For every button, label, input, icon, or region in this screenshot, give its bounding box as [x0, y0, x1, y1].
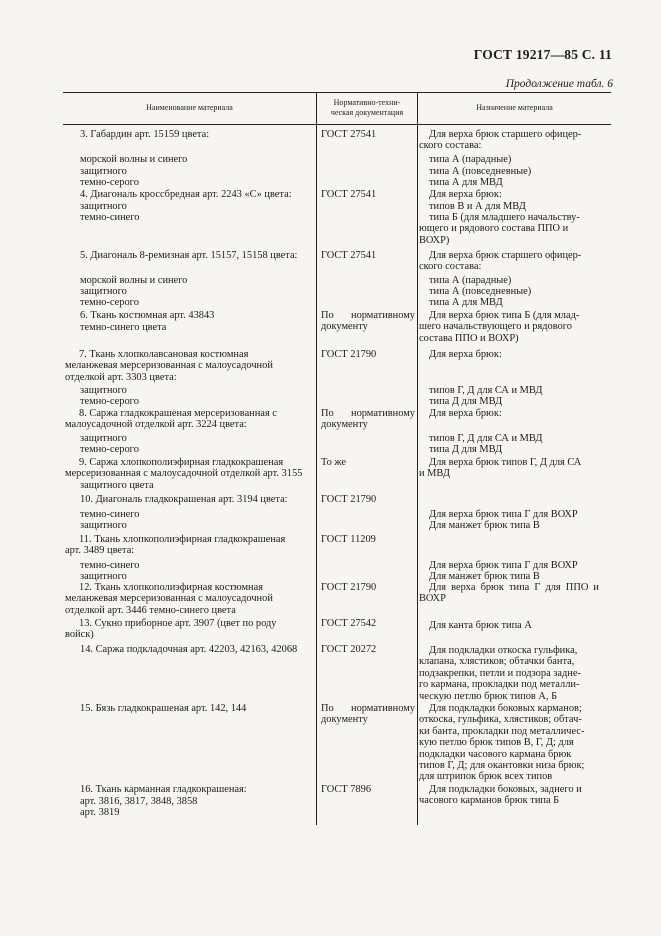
color-purpose: типов В и А для МВД: [429, 201, 526, 212]
normative-doc: ГОСТ 27541: [321, 189, 377, 200]
normative-doc: ГОСТ 7896: [321, 784, 372, 795]
column-divider: [417, 92, 418, 825]
material-name: 16. Ткань карманная гладкокрашеная:: [80, 784, 247, 795]
material-name: 15. Бязь гладкокрашеная арт. 142, 144: [80, 703, 247, 714]
material-name: 12. Ткань хлопкополиэфирная костюмная меланжевая мерсеризованная с малоусадочной отделкой арт. 3446 темно-синего цвета: [65, 582, 273, 616]
page-title: ГОСТ 19217—85 С. 11: [473, 47, 612, 62]
color-purpose: типа А (парадные): [429, 154, 512, 165]
material-color: защитного: [80, 433, 127, 444]
color-purpose: типа А для МВД: [429, 297, 503, 308]
material-color: темно-синего: [80, 509, 140, 520]
material-name: 10. Диагональ гладкокрашеная арт. 3194 цвета:: [80, 494, 288, 505]
material-name: 6. Ткань костюмная арт. 43843: [80, 310, 215, 321]
material-name: 8. Саржа гладкокрашеная мерсеризованная с малоусадочной отделкой арт. 3224 цвета:: [65, 408, 277, 431]
color-purpose: типов Г, Д для СА и МВД: [429, 385, 543, 396]
color-purpose: типов Г, Д для СА и МВД: [429, 433, 543, 444]
column-header-purpose: Назначение материала: [476, 103, 553, 112]
color-purpose: Для верха брюк типа Г для ВОХР: [429, 509, 578, 520]
material-purpose: Для верха брюк:: [429, 408, 502, 419]
color-purpose: типа Д для МВД: [429, 444, 503, 455]
material-name-cont: темно-синего цвета: [80, 322, 167, 333]
color-purpose: Для верха брюк типа Г для ВОХР: [429, 560, 578, 571]
material-color: морской волны и синего: [80, 154, 188, 165]
column-header-normative: Нормативно-техни- ческая документация: [330, 98, 404, 117]
material-color: морской волны и синего: [80, 275, 188, 286]
color-purpose: типа А (повседневные): [429, 286, 532, 297]
color-purpose: типа Б (для младшего начальству- ющего и рядового состава ППО и ВОХР): [419, 212, 580, 246]
material-purpose: Для верха брюк типа Б (для млад- шего начальствующего и рядового состава ППО и ВОХР): [419, 310, 580, 344]
material-color: арт. 3816, 3817, 3848, 3858: [80, 796, 198, 807]
material-purpose: Для подкладки боковых карманов; откоска, гульфика, хлястиков; обтач- ки банта, прокладки под металличес- кую петлю брюк типов В, Г, Д; для подкладки часового кармана брюк типов Г, Д; для окантовки низа брюк; для штрипок брюк всех типов: [419, 703, 585, 783]
normative-doc: ГОСТ 21790: [321, 494, 377, 505]
normative-doc: По нормативному документу: [321, 408, 415, 431]
material-color: темно-серого: [80, 444, 139, 455]
material-color: темно-серого: [80, 297, 139, 308]
material-color: защитного: [80, 201, 127, 212]
normative-doc: По нормативному документу: [321, 310, 415, 333]
normative-doc: ГОСТ 27542: [321, 618, 377, 629]
material-purpose: Для канта брюк типа А: [429, 620, 532, 631]
table-header-rule: [63, 124, 611, 125]
color-purpose: типа Д для МВД: [429, 396, 503, 407]
material-purpose: Для подкладки боковых, заднего и часового карманов брюк типа Б: [419, 784, 582, 807]
material-name: 11. Ткань хлопкополиэфирная гладкокрашеная арт. 3489 цвета:: [65, 534, 286, 557]
normative-doc: ГОСТ 21790: [321, 582, 377, 593]
material-name: 13. Сукно приборное арт. 3907 (цвет по роду войск): [65, 618, 277, 641]
material-color: защитного: [80, 286, 127, 297]
color-purpose: Для манжет брюк типа В: [429, 571, 540, 582]
material-purpose: Для верха брюк старшего офицер- ского состава:: [419, 250, 582, 273]
material-name: 7. Ткань хлопколавсановая костюмная меланжевая мерсеризованная с малоусадочной отделкой арт. 3303 цвета:: [65, 349, 273, 383]
normative-doc: ГОСТ 11209: [321, 534, 376, 545]
color-purpose: Для манжет брюк типа В: [429, 520, 540, 531]
material-purpose: Для верха брюк типов Г, Д для СА и МВД: [419, 457, 582, 480]
material-name: 4. Диагональ кроссбредная арт. 2243 «С» цвета:: [80, 189, 292, 200]
material-color: темно-синего: [80, 560, 140, 571]
column-header-material: Наименование материала: [146, 103, 233, 112]
material-purpose: Для верха брюк:: [429, 349, 502, 360]
table-continuation-label: Продолжение табл. 6: [505, 78, 613, 90]
normative-doc: ГОСТ 21790: [321, 349, 377, 360]
normative-doc: ГОСТ 27541: [321, 250, 377, 261]
material-purpose: Для верха брюк старшего офицер- ского состава:: [419, 129, 582, 152]
material-name: 3. Габардин арт. 15159 цвета:: [80, 129, 210, 140]
material-color: защитного: [80, 520, 127, 531]
material-name: 5. Диагональ 8-ремизная арт. 15157, 15158 цвета:: [80, 250, 298, 261]
material-name: 14. Саржа подкладочная арт. 42203, 42163, 42068: [80, 644, 298, 655]
material-color: защитного: [80, 385, 127, 396]
column-divider: [316, 92, 317, 825]
material-color: защитного: [80, 571, 127, 582]
material-purpose: Для верха брюк:: [429, 189, 502, 200]
material-color: арт. 3819: [80, 807, 120, 818]
material-purpose: Для верха брюк типа Г для ППО и ВОХР: [419, 582, 599, 605]
normative-doc: ГОСТ 27541: [321, 129, 377, 140]
material-color: темно-серого: [80, 396, 139, 407]
material-name-cont: защитного цвета: [80, 480, 154, 491]
color-purpose: типа А (повседневные): [429, 166, 532, 177]
material-name: 9. Саржа хлопкополиэфирная гладкокрашеная мерсеризованная с малоусадочной отделкой арт. 3155: [65, 457, 303, 480]
material-color: защитного: [80, 166, 127, 177]
normative-doc: То же: [321, 457, 347, 468]
normative-doc: ГОСТ 20272: [321, 644, 377, 655]
material-color: темно-серого: [80, 177, 139, 188]
material-purpose: Для подкладки откоска гульфика, клапана, хлястиков; обтачки банта, подзакрепки, петли и подзора задне- го кармана, прокладки под металли- ческую петлю брюк типов А, Б: [419, 645, 581, 702]
color-purpose: типа А для МВД: [429, 177, 503, 188]
material-color: темно-синего: [80, 212, 140, 223]
normative-doc: По нормативному документу: [321, 703, 415, 726]
color-purpose: типа А (парадные): [429, 275, 512, 286]
